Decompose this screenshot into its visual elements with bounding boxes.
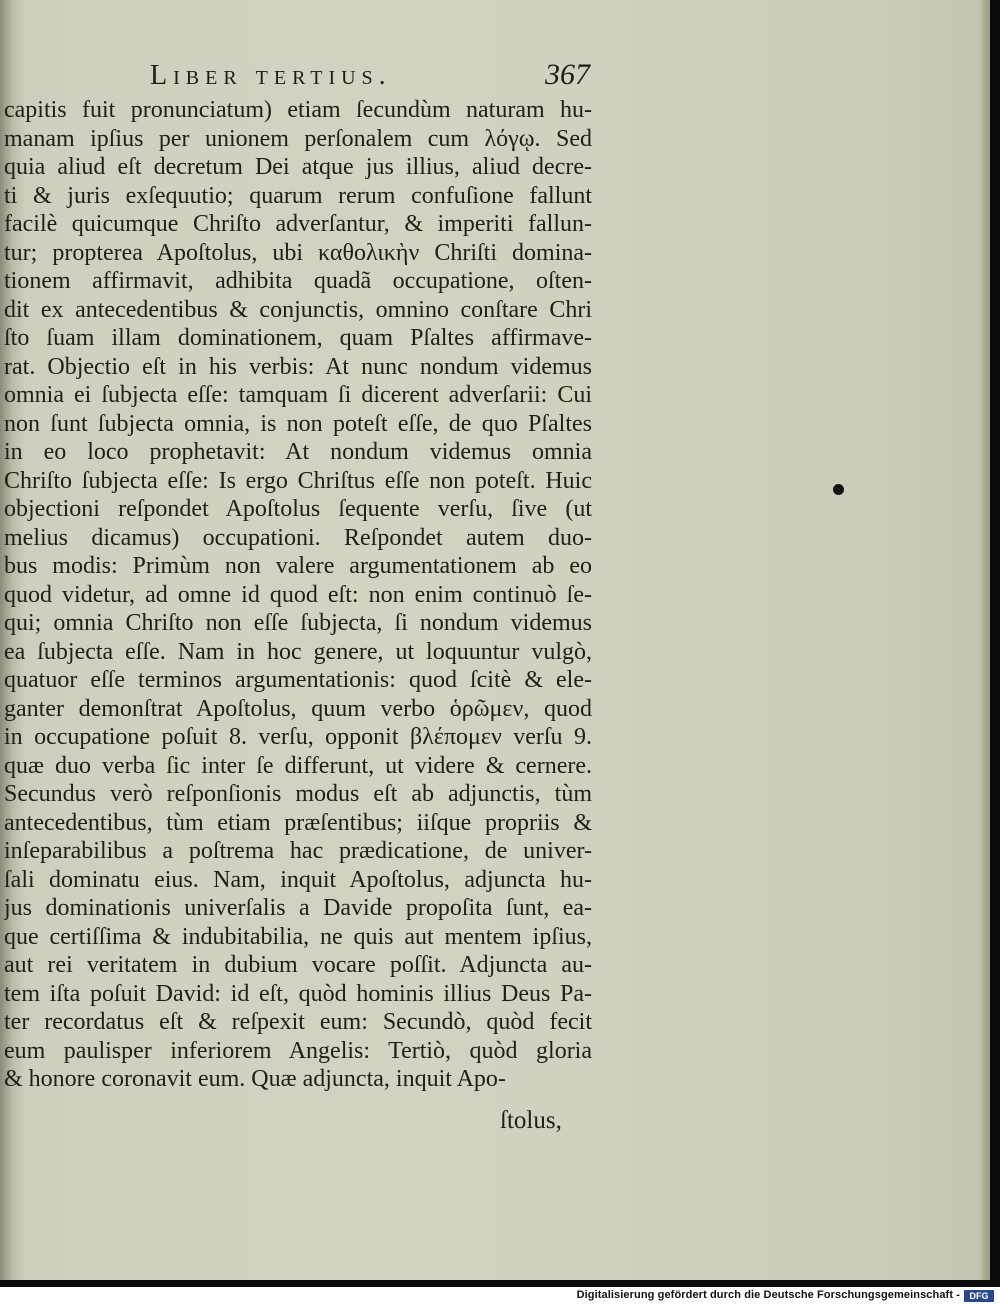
- text-line: facilè quicumque Chriſto adverſantur, & imperiti fallun-: [4, 211, 592, 237]
- running-head: Liber tertius.: [150, 60, 392, 91]
- dfg-logo: DFG: [964, 1290, 994, 1302]
- body-text: [4, 96, 592, 1094]
- text-line: ea ſubjecta eſſe. Nam in hoc genere, ut loquuntur vulgò,: [4, 638, 592, 665]
- text-line: in occupatione poſuit 8. verſu, opponit βλέπομεν verſu 9.: [4, 724, 592, 750]
- text-line: dit ex antecedentibus & conjunctis, omnino conſtare Chri: [4, 296, 592, 323]
- text-line: tionem affirmavit, adhibita quadã occupatione, oſten-: [4, 268, 592, 294]
- text-line: jus dominationis univerſalis a Davide propoſita ſunt, ea-: [4, 895, 592, 921]
- text-line: bus modis: Primùm non valere argumentationem ab eo: [4, 553, 592, 579]
- digitization-footer: [0, 1287, 1000, 1305]
- text-line: quia aliud eſt decretum Dei atque jus illius, aliud decre-: [4, 154, 592, 180]
- text-line: tem iſta poſuit David: id eſt, quòd hominis illius Deus Pa-: [4, 980, 592, 1007]
- text-line: omnia ei ſubjecta eſſe: tamquam ſi dicerent adverſarii: Cui: [4, 382, 592, 408]
- text-line: manam ipſius per unionem perſonalem cum λόγῳ. Sed: [4, 125, 592, 152]
- text-line: ſto ſuam illam dominationem, quam Pſaltes affirmave-: [4, 325, 592, 351]
- text-line: non ſunt ſubjecta omnia, is non poteſt eſſe, de quo Pſaltes: [4, 410, 592, 437]
- text-line: inſeparabilibus a poſtrema hac prædicatione, de univer-: [4, 838, 592, 864]
- text-line: in eo loco prophetavit: At nondum videmus omnia: [4, 439, 592, 465]
- text-line: tur; propterea Apoſtolus, ubi καθολικὴν Chriſti domina-: [4, 239, 592, 266]
- text-line: quod videtur, ad omne id quod eſt: non enim continuò ſe-: [4, 581, 592, 608]
- text-line: antecedentibus, tùm etiam præſentibus; iiſque propriis &: [4, 809, 592, 836]
- text-line: quatuor eſſe terminos argumentationis: quod ſcitè & ele-: [4, 667, 592, 693]
- text-line: ti & juris exſequutio; quarum rerum confuſione fallunt: [4, 182, 592, 209]
- text-line: ter recordatus eſt & reſpexit eum: Secundò, quòd fecit: [4, 1009, 592, 1035]
- text-line: Chriſto ſubjecta eſſe: Is ergo Chriſtus eſſe non poteſt. Huic: [4, 467, 592, 494]
- text-line: que certiſſima & indubitabilia, ne quis aut mentem ipſius,: [4, 923, 592, 950]
- text-line: & honore coronavit eum. Quæ adjuncta, inquit Apo-: [4, 1066, 506, 1092]
- text-line: ganter demonſtrat Apoſtolus, quum verbo ὁρῶμεν, quod: [4, 695, 592, 722]
- catchword: ſtolus,: [500, 1107, 562, 1134]
- text-line: qui; omnia Chriſto non eſſe ſubjecta, ſi nondum videmus: [4, 610, 592, 636]
- page-gutter-edge: [982, 0, 990, 1280]
- text-line: eum paulisper inferiorem Angelis: Tertiò, quòd gloria: [4, 1037, 592, 1064]
- text-line: ſali dominatu eius. Nam, inquit Apoſtolus, adjuncta hu-: [4, 866, 592, 893]
- text-line: quæ duo verba ſic inter ſe differunt, ut videre & cernere.: [4, 752, 592, 779]
- text-line: rat. Objectio eſt in his verbis: At nunc nondum videmus: [4, 353, 592, 380]
- ink-spot: [833, 484, 844, 495]
- funding-credit: Digitalisierung gefördert durch die Deutsche Forschungsgemeinschaft -: [576, 1289, 960, 1301]
- page-number: 367: [545, 58, 590, 91]
- text-line: melius dicamus) occupationi. Reſpondet autem duo-: [4, 524, 592, 551]
- page-header: [150, 58, 590, 94]
- text-line: objectioni reſpondet Apoſtolus ſequente verſu, ſive (ut: [4, 496, 592, 522]
- text-line: Secundus verò reſponſionis modus eſt ab adjunctis, tùm: [4, 781, 592, 807]
- text-line: aut rei veritatem in dubium vocare poſſit. Adjuncta au-: [4, 952, 592, 978]
- text-line: capitis fuit pronunciatum) etiam ſecundùm naturam hu-: [4, 97, 592, 123]
